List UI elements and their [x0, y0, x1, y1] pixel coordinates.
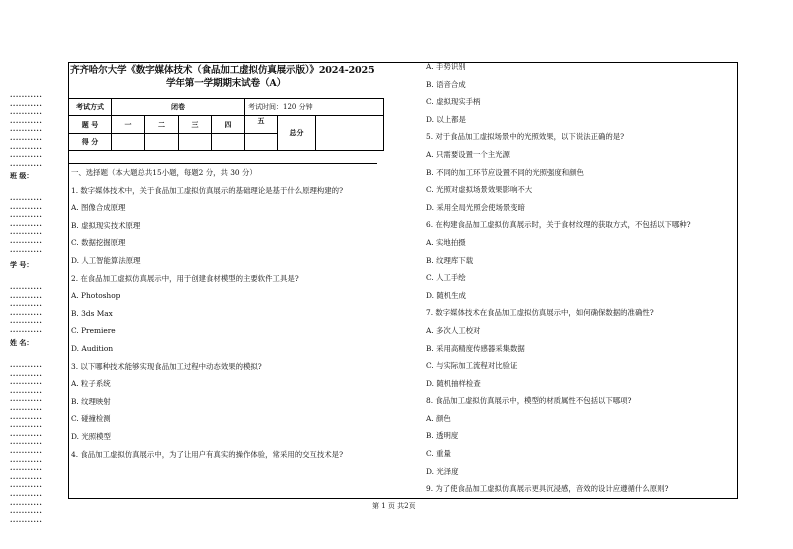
answer-option: B. 纹理映射 — [71, 396, 111, 406]
dot-line: ··········· — [10, 229, 43, 239]
dot-line: ··········· — [10, 516, 43, 526]
dot-line: ··········· — [10, 160, 43, 170]
answer-option: D. 光泽度 — [426, 466, 459, 476]
dot-line: ··········· — [10, 152, 43, 162]
answer-option: C. 人工手绘 — [426, 273, 466, 283]
dot-line: ··········· — [10, 100, 43, 110]
dot-line: ··········· — [10, 465, 43, 475]
dot-line: ··········· — [10, 220, 43, 230]
score-label: 得 分 — [69, 134, 112, 151]
dot-line: ··········· — [10, 109, 43, 119]
question-text: 一、选择题（本大题总共15小题，每题2 分，共 30 分） — [71, 168, 257, 177]
exam-time: 考试时间：120 分钟 — [245, 99, 384, 116]
question-text: 7. 数字媒体技术在食品加工虚拟仿真展示中，如何确保数据的准确性? — [426, 308, 654, 318]
right-question-list — [426, 61, 726, 501]
dot-line: ··········· — [10, 318, 43, 328]
answer-option: C. 碰撞检测 — [71, 414, 111, 424]
dot-line: ··········· — [10, 370, 43, 380]
answer-option: A. 多次人工校对 — [426, 325, 481, 335]
total-score-cell[interactable] — [316, 116, 384, 151]
dot-line: ··········· — [10, 117, 43, 127]
score-cell[interactable] — [112, 134, 145, 151]
dot-line: ··········· — [10, 490, 43, 500]
answer-option: C. 虚拟现实手柄 — [426, 97, 481, 107]
answer-option: B. 3ds Max — [71, 308, 113, 318]
dot-line: ··········· — [10, 499, 43, 509]
dot-line: ··········· — [10, 195, 43, 204]
dot-line: ··········· — [10, 301, 43, 311]
question-text: 5. 对于食品加工虚拟场景中的光照效果，以下说法正确的是? — [426, 132, 625, 142]
section-4: 四 — [212, 116, 245, 134]
binding-dots — [10, 93, 42, 170]
answer-option: D. 随机生成 — [426, 290, 466, 300]
answer-option: C. 与实际加工流程对比验证 — [426, 361, 518, 371]
answer-option: C. 重量 — [426, 449, 451, 459]
dot-line: ··········· — [10, 203, 43, 213]
dot-line: ··········· — [10, 212, 43, 222]
score-cell[interactable] — [212, 134, 245, 151]
dot-line: ··········· — [10, 422, 43, 432]
answer-option: A. Photoshop — [71, 291, 121, 301]
page-footer: 第 1 页 共2页 — [372, 502, 416, 510]
answer-option: A. 颜色 — [426, 413, 451, 423]
question-text: 4. 食品加工虚拟仿真展示中，为了让用户有真实的操作体验，常采用的交互技术是? — [71, 449, 344, 459]
question-text: 1. 数字媒体技术中，关于食品加工虚拟仿真展示的基础理论是基于什么原理构建的? — [71, 185, 344, 195]
dot-line: ··········· — [10, 456, 43, 466]
dot-line: ··········· — [10, 430, 43, 440]
question-text: 9. 为了使食品加工虚拟仿真展示更具沉浸感，音效的设计应遵循什么原则? — [426, 484, 669, 494]
exam-subtitle: 学年第一学期期末试卷（A） — [166, 78, 286, 89]
name-label: 姓 名： — [10, 338, 34, 347]
answer-option: B. 语音合成 — [426, 79, 466, 89]
binding-dots — [10, 363, 42, 526]
exam-mode-label: 考试方式 — [69, 99, 112, 116]
dot-line: ··········· — [10, 237, 43, 247]
exam-title: 齐齐哈尔大学《数字媒体技术（食品加工虚拟仿真展示版）》2024-2025 — [70, 65, 375, 76]
answer-option: A. 手势识别 — [426, 62, 466, 71]
score-cell[interactable] — [145, 134, 179, 151]
dot-line: ··········· — [10, 92, 43, 101]
answer-option: D. 采用全局光照会使场景变暗 — [426, 202, 526, 212]
answer-option: B. 采用高精度传感器采集数据 — [426, 343, 525, 353]
dot-line: ··········· — [10, 404, 43, 414]
answer-option: A. 实地拍摄 — [426, 237, 466, 247]
dot-line: ··········· — [10, 508, 43, 518]
dot-line: ··········· — [10, 447, 43, 457]
dot-line: ··········· — [10, 134, 43, 144]
answer-option: D. 随机抽样检查 — [426, 378, 481, 388]
question-no-label: 题 号 — [69, 116, 112, 134]
dot-line: ··········· — [10, 379, 43, 389]
question-text: 6. 在构建食品加工虚拟仿真展示时，关于食材纹理的获取方式，不包括以下哪种? — [426, 220, 691, 230]
answer-option: C. 数据挖掘原理 — [71, 238, 126, 248]
score-table — [68, 98, 384, 151]
student-id-label: 学 号： — [10, 260, 34, 269]
question-text: 3. 以下哪种技术能够实现食品加工过程中动态效果的模拟? — [71, 361, 262, 371]
answer-option: A. 粒子系统 — [71, 379, 111, 389]
dot-line: ··········· — [10, 326, 43, 336]
answer-option: B. 不同的加工环节应设置不同的光照强度和颜色 — [426, 167, 584, 177]
dot-line: ··········· — [10, 292, 43, 302]
score-cell[interactable] — [245, 134, 278, 151]
section-2: 二 — [145, 116, 179, 134]
answer-option: D. 人工智能算法原理 — [71, 255, 141, 265]
dot-line: ··········· — [10, 362, 43, 371]
answer-option: A. 只需要设置一个主光源 — [426, 149, 510, 159]
dot-line: ··········· — [10, 387, 43, 397]
section-5: 五 — [245, 116, 278, 134]
answer-option: B. 纹理库下载 — [426, 255, 474, 265]
dot-line: ··········· — [10, 396, 43, 406]
total-label: 总分 — [278, 116, 316, 151]
answer-option: D. Audition — [71, 343, 114, 353]
question-text: 8. 食品加工虚拟仿真展示中，模型的材质属性不包括以下哪项? — [426, 396, 632, 406]
answer-option: B. 透明度 — [426, 431, 459, 441]
left-question-list — [71, 167, 371, 466]
binding-dots — [10, 196, 42, 256]
dot-line: ··········· — [10, 309, 43, 319]
dot-line: ··········· — [10, 284, 43, 293]
exam-mode: 闭卷 — [112, 99, 245, 116]
answer-option: D. 以上都是 — [426, 114, 466, 124]
binding-dots — [10, 285, 42, 337]
dot-line: ··········· — [10, 413, 43, 423]
dot-line: ··········· — [10, 143, 43, 153]
divider — [68, 163, 377, 164]
answer-option: C. Premiere — [71, 326, 116, 336]
answer-option: C. 光照对虚拟场景效果影响不大 — [426, 185, 533, 195]
dot-line: ··········· — [10, 246, 43, 256]
dot-line: ··········· — [10, 473, 43, 483]
score-cell[interactable] — [179, 134, 212, 151]
section-3: 三 — [179, 116, 212, 134]
dot-line: ··········· — [10, 439, 43, 449]
question-text: 2. 在食品加工虚拟仿真展示中，用于创建食材模型的主要软件工具是? — [71, 273, 299, 283]
answer-option: B. 虚拟现实技术原理 — [71, 220, 141, 230]
dot-line: ··········· — [10, 482, 43, 492]
class-label: 班 级： — [10, 171, 34, 180]
answer-option: D. 光照模型 — [71, 431, 111, 441]
dot-line: ··········· — [10, 126, 43, 136]
section-1: 一 — [112, 116, 145, 134]
answer-option: A. 图像合成原理 — [71, 203, 126, 213]
